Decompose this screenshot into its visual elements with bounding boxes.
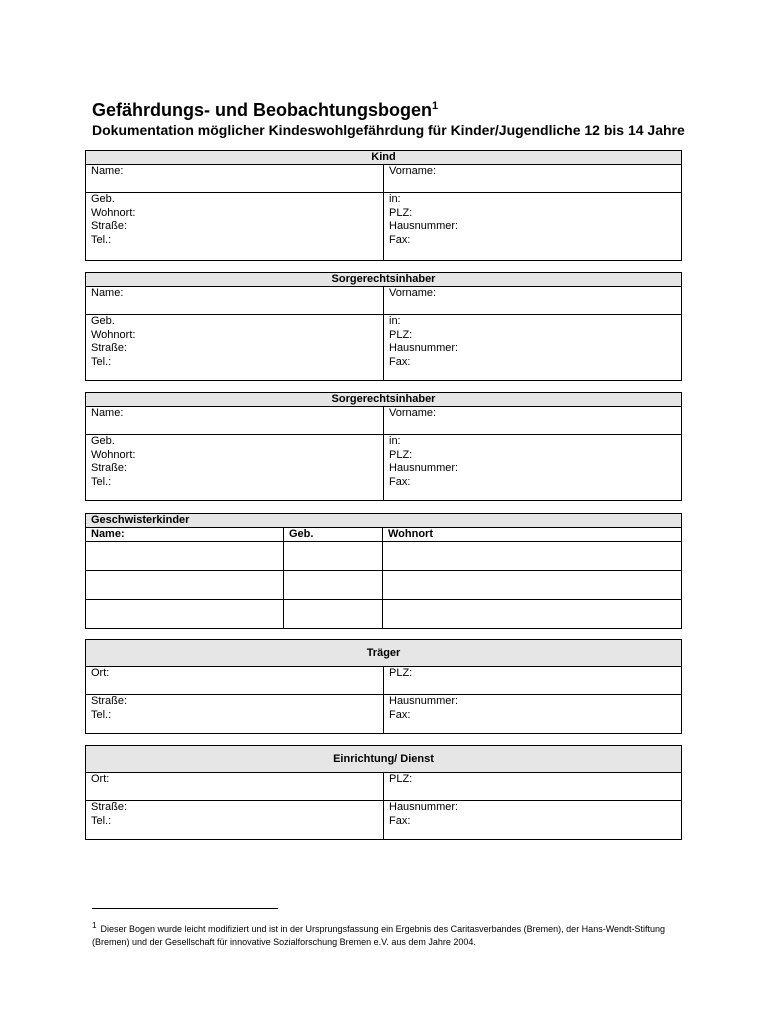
kind-wohnort-label: Wohnort: bbox=[91, 206, 136, 219]
einrichtung-strasse-label: Straße: bbox=[91, 801, 128, 813]
sorge1-vorname-label: Vorname: bbox=[389, 287, 437, 299]
sorge1-strasse-label: Straße: bbox=[91, 342, 128, 354]
einrichtung-ort-field[interactable] bbox=[86, 773, 384, 801]
sorge2-strasse-label: Straße: bbox=[91, 462, 128, 474]
einrichtung-plz-field[interactable] bbox=[384, 773, 682, 801]
sibling-geb-cell[interactable] bbox=[284, 542, 383, 571]
sorge2-details-left[interactable] bbox=[86, 435, 384, 501]
traeger-ort-field[interactable] bbox=[86, 667, 384, 695]
sorge1-details-left[interactable] bbox=[86, 315, 384, 381]
kind-vorname-label: Vorname: bbox=[389, 165, 437, 177]
kind-plz-label: PLZ: bbox=[389, 206, 413, 219]
traeger-heading: Träger bbox=[86, 640, 682, 667]
footnote bbox=[92, 919, 692, 949]
einrichtung-ort-label: Ort: bbox=[91, 773, 110, 785]
traeger-section bbox=[85, 639, 682, 734]
einrichtung-section bbox=[85, 745, 682, 840]
einrichtung-hausnummer-label: Hausnummer: bbox=[389, 801, 459, 813]
traeger-details-left[interactable] bbox=[86, 695, 384, 734]
kind-tel-label: Tel.: bbox=[91, 233, 112, 246]
page-title bbox=[92, 100, 438, 121]
kind-hausnummer-label: Hausnummer: bbox=[389, 220, 459, 232]
sorge1-tel-label: Tel.: bbox=[91, 355, 112, 368]
traeger-tel-label: Tel.: bbox=[91, 708, 112, 721]
sorge1-name-field[interactable] bbox=[86, 287, 384, 315]
title-text: Gefährdungs- und Beobachtungsbogen bbox=[92, 100, 432, 120]
kind-fax-label: Fax: bbox=[389, 233, 411, 246]
title-footnote-mark: 1 bbox=[432, 100, 439, 112]
traeger-plz-label: PLZ: bbox=[389, 667, 413, 679]
sorge2-in-label: in: bbox=[389, 435, 401, 447]
sorge1-heading: Sorgerechtsinhaber bbox=[86, 273, 682, 287]
column-header-geb: Geb. bbox=[284, 528, 383, 542]
traeger-details-right[interactable] bbox=[384, 695, 682, 734]
sorge1-in-label: in: bbox=[389, 315, 401, 327]
geschwisterkinder-table bbox=[85, 513, 682, 629]
sibling-geb-cell[interactable] bbox=[284, 600, 383, 629]
einrichtung-plz-label: PLZ: bbox=[389, 773, 413, 785]
einrichtung-fax-label: Fax: bbox=[389, 814, 411, 827]
sorge2-fax-label: Fax: bbox=[389, 475, 411, 488]
kind-in-label: in: bbox=[389, 193, 401, 205]
sorge2-vorname-label: Vorname: bbox=[389, 407, 437, 419]
kind-name-label: Name: bbox=[91, 165, 124, 177]
sorge2-wohnort-label: Wohnort: bbox=[91, 448, 136, 461]
sorge1-name-label: Name: bbox=[91, 287, 124, 299]
traeger-strasse-label: Straße: bbox=[91, 695, 128, 707]
sorge2-name-field[interactable] bbox=[86, 407, 384, 435]
kind-section bbox=[85, 150, 682, 261]
sorge2-details-right[interactable] bbox=[384, 435, 682, 501]
column-header-wohnort: Wohnort bbox=[383, 528, 682, 542]
table-row bbox=[86, 600, 682, 629]
footnote-divider bbox=[92, 908, 278, 909]
sorge2-heading: Sorgerechtsinhaber bbox=[86, 393, 682, 407]
sibling-geb-cell[interactable] bbox=[284, 571, 383, 600]
footnote-mark: 1 bbox=[92, 921, 97, 930]
einrichtung-details-left[interactable] bbox=[86, 801, 384, 840]
einrichtung-tel-label: Tel.: bbox=[91, 814, 112, 827]
geschwister-heading: Geschwisterkinder bbox=[86, 514, 682, 528]
einrichtung-details-right[interactable] bbox=[384, 801, 682, 840]
traeger-plz-field[interactable] bbox=[384, 667, 682, 695]
sorge1-geb-label: Geb. bbox=[91, 315, 115, 327]
sibling-name-cell[interactable] bbox=[86, 542, 284, 571]
kind-strasse-label: Straße: bbox=[91, 220, 128, 232]
sorge1-details-right[interactable] bbox=[384, 315, 682, 381]
traeger-ort-label: Ort: bbox=[91, 667, 110, 679]
table-row bbox=[86, 571, 682, 600]
kind-name-field[interactable] bbox=[86, 165, 384, 193]
sorge2-vorname-field[interactable] bbox=[384, 407, 682, 435]
sorge2-tel-label: Tel.: bbox=[91, 475, 112, 488]
kind-geb-label: Geb. bbox=[91, 193, 115, 205]
footnote-text: Dieser Bogen wurde leicht modifiziert und ist in der Ursprungsfassung ein Ergebnis des Caritasverbandes (Bremen), der Hans-Wendt-Stiftung (Bremen) und der Gesellschaft für innovative Sozialforschung Bremen e.V. aus dem Jahre 2004. bbox=[92, 924, 666, 947]
sorge1-fax-label: Fax: bbox=[389, 355, 411, 368]
sorgerechtsinhaber-2-section bbox=[85, 392, 682, 501]
sibling-name-cell[interactable] bbox=[86, 600, 284, 629]
sorge2-plz-label: PLZ: bbox=[389, 448, 413, 461]
kind-details-right[interactable] bbox=[384, 193, 682, 261]
kind-details-left[interactable] bbox=[86, 193, 384, 261]
sorgerechtsinhaber-1-section bbox=[85, 272, 682, 381]
table-row bbox=[86, 542, 682, 571]
sorge1-hausnummer-label: Hausnummer: bbox=[389, 342, 459, 354]
einrichtung-heading: Einrichtung/ Dienst bbox=[86, 746, 682, 773]
page-subtitle: Dokumentation möglicher Kindeswohlgefährdung für Kinder/Jugendliche 12 bis 14 Jahre bbox=[92, 122, 685, 138]
sorge1-plz-label: PLZ: bbox=[389, 328, 413, 341]
sibling-wohnort-cell[interactable] bbox=[383, 542, 682, 571]
sorge1-wohnort-label: Wohnort: bbox=[91, 328, 136, 341]
column-header-name: Name: bbox=[86, 528, 284, 542]
sorge1-vorname-field[interactable] bbox=[384, 287, 682, 315]
kind-heading: Kind bbox=[86, 151, 682, 165]
sibling-wohnort-cell[interactable] bbox=[383, 571, 682, 600]
sibling-wohnort-cell[interactable] bbox=[383, 600, 682, 629]
kind-vorname-field[interactable] bbox=[384, 165, 682, 193]
traeger-hausnummer-label: Hausnummer: bbox=[389, 695, 459, 707]
traeger-fax-label: Fax: bbox=[389, 708, 411, 721]
sibling-name-cell[interactable] bbox=[86, 571, 284, 600]
sorge2-hausnummer-label: Hausnummer: bbox=[389, 462, 459, 474]
sorge2-name-label: Name: bbox=[91, 407, 124, 419]
sorge2-geb-label: Geb. bbox=[91, 435, 115, 447]
